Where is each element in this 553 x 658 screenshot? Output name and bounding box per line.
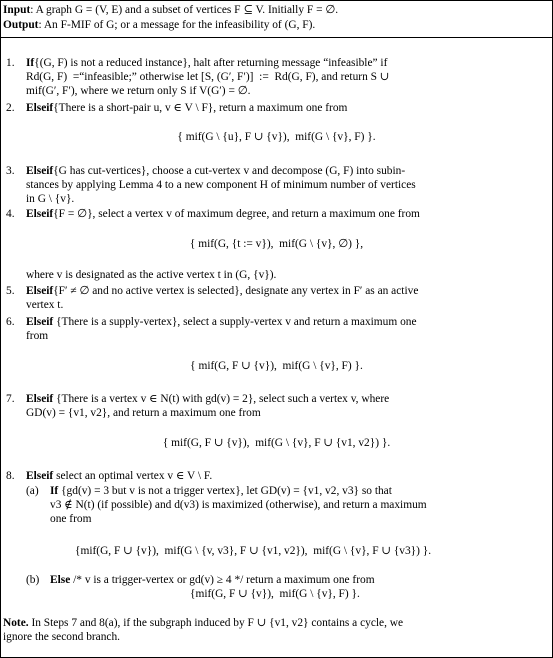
step-number: 8. xyxy=(6,470,15,482)
note-line: Note. In Steps 7 and 8(a), if the subgraph induced by F ∪ {v1, v2} contains a cycle, we xyxy=(3,617,404,629)
step-line: where v is designated as the active vertex t in (G, {v}). xyxy=(26,269,277,281)
step-line: mif(G′, F′), where we return only S if V(G′) = ∅. xyxy=(26,85,251,97)
step-line: Elseif{There is a short-pair u, v ∈ V \ F}, return a maximum one from xyxy=(26,102,348,114)
step-formula: { mif(G, {t := v}), mif(G \ {v}, ∅) }, xyxy=(189,238,364,250)
substep-number: (b) xyxy=(26,574,40,586)
substep-number: (a) xyxy=(26,485,39,497)
step-number: 3. xyxy=(6,165,15,177)
step-number: 4. xyxy=(6,208,15,220)
step-line: GD(v) = {v1, v2}, and return a maximum one from xyxy=(26,407,261,419)
step-number: 2. xyxy=(6,102,15,114)
substep-formula: {mif(G, F ∪ {v}), mif(G \ {v, v3}, F ∪ {v1, v2}), mif(G \ {v}, F ∪ {v3}) }. xyxy=(75,545,432,557)
step-line: stances by applying Lemma 4 to a new component H of minimum number of vertices xyxy=(26,179,416,191)
substep-line: one from xyxy=(50,513,92,525)
step-number: 7. xyxy=(6,393,15,405)
step-number: 6. xyxy=(6,316,15,328)
step-line: If{(G, F) is not a reduced instance}, halt after returning message “infeasible” if xyxy=(26,57,388,69)
step-number: 5. xyxy=(6,285,15,297)
step-line: Elseif{F′ ≠ ∅ and no active vertex is selected}, designate any vertex in F′ as an active xyxy=(26,285,419,297)
step-line: Elseif{F = ∅}, select a vertex v of maximum degree, and return a maximum one from xyxy=(26,208,420,220)
note-line: ignore the second branch. xyxy=(3,631,121,643)
step-line: from xyxy=(26,330,49,342)
step-line: Elseif {There is a supply-vertex}, select a supply-vertex v and return a maximum one xyxy=(26,316,417,328)
substep-line: If {gd(v) = 3 but v is not a trigger vertex}, let GD(v) = {v1, v2, v3} so that xyxy=(50,485,392,497)
step-number: 1. xyxy=(6,57,15,69)
header-divider xyxy=(1,37,552,38)
output-line: Output: An F-MIF of G; or a message for the infeasibility of (G, F). xyxy=(3,19,316,31)
step-formula: { mif(G, F ∪ {v}), mif(G \ {v}, F ∪ {v1, v2}) }. xyxy=(162,437,391,449)
step-formula: { mif(G \ {u}, F ∪ {v}), mif(G \ {v}, F) }. xyxy=(177,131,376,143)
substep-line: v3 ∉ N(t) (if possible) and d(v3) is maximized (otherwise), and return a maximum xyxy=(50,499,427,511)
step-formula: { mif(G, F ∪ {v}), mif(G \ {v}, F) }. xyxy=(190,360,363,372)
step-line: vertex t. xyxy=(26,299,64,311)
step-line: Rd(G, F) =“infeasible;” otherwise let [S, (G′, F′)] := Rd(G, F), and return S ∪ xyxy=(26,71,390,83)
step-line: Elseif select an optimal vertex v ∈ V \ F. xyxy=(26,470,213,482)
step-line: Elseif {There is a vertex v ∈ N(t) with gd(v) = 2}, select such a vertex v, where xyxy=(26,393,390,405)
substep-formula: {mif(G, F ∪ {v}), mif(G \ {v}, F) }. xyxy=(190,588,360,600)
step-line: Elseif{G has cut-vertices}, choose a cut-vertex v and decompose (G, F) into subin- xyxy=(26,165,406,177)
substep-line: Else /* v is a trigger-vertex or gd(v) ≥ 4 */ return a maximum one from xyxy=(50,574,375,586)
input-line: Input: A graph G = (V, E) and a subset of vertices F ⊆ V. Initially F = ∅. xyxy=(3,4,339,16)
step-line: in G \ {v}. xyxy=(26,193,75,205)
